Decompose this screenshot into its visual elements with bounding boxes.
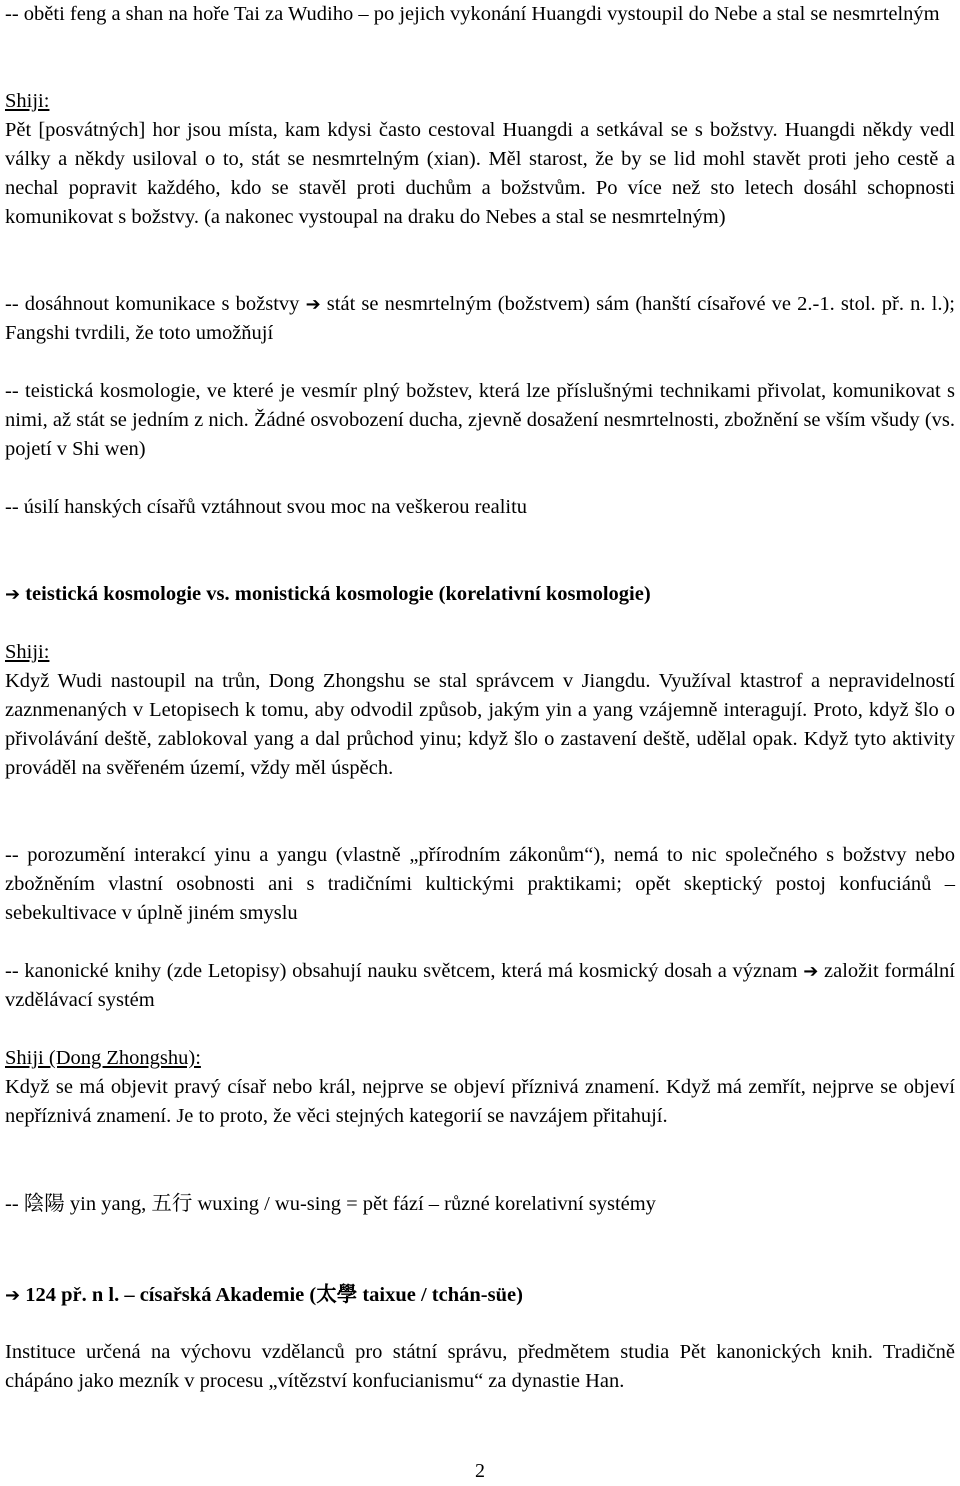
- source-label-shiji-2: [5, 638, 955, 667]
- quote-wudi-dong-zhongshu: [5, 667, 955, 783]
- paragraph-text: -- teistická kosmologie, ve které je vesmír plný božstev, která lze příslušnými technikami přivolat, komunikovat s nimi, až stát se jedním z nich. Žádné osvobození ducha, zjevně dosažení nesmrtelnosti, zbožnění se vším všudy (vs. pojetí v Shi wen): [5, 380, 955, 460]
- right-arrow-icon: ➔: [5, 1285, 21, 1306]
- paragraph-yin-yang-interaction: [5, 841, 955, 928]
- source-label-shiji-dong: [5, 1044, 955, 1073]
- text-part: wuxing / wu-sing = pět fází – různé korelativní systémy: [192, 1193, 656, 1215]
- right-arrow-icon: ➔: [803, 961, 819, 982]
- heading-text: taixue / tchán-süe): [357, 1284, 523, 1306]
- source-label: Shiji:: [5, 641, 50, 663]
- paragraph-text: -- porozumění interakcí yinu a yangu (vlastně „přírodním zákonům“), nemá to nic společného s božstvy nebo zbožněním vlastní osobnosti ani s tradičními kultickými praktikami; opět skeptický postoj konfuciánů – sebekultivace v úplně jiném smyslu: [5, 844, 955, 924]
- paragraph-communication: [5, 290, 955, 348]
- heading-academy: [5, 1280, 955, 1310]
- heading-cosmologies: [5, 580, 955, 609]
- text-part: -- kanonické knihy (zde Letopisy) obsahují nauku světcem, která má kosmický dosah a význam: [5, 960, 804, 982]
- text-part: yin yang,: [64, 1193, 152, 1215]
- source-label-shiji-1: [5, 87, 955, 116]
- paragraph-text: -- úsilí hanských císařů vztáhnout svou moc na veškerou realitu: [5, 496, 528, 518]
- text-part: stát se nesmrtelným (božstvem) sám (hanští císařové ve 2.-1. stol. př. n. l.); Fangshi tvrdili, že toto umožňují: [5, 293, 955, 344]
- cjk-term-wuxing: 五行: [151, 1191, 193, 1215]
- paragraph-yin-yang-wuxing: [5, 1189, 955, 1219]
- paragraph-canonical-books: [5, 957, 955, 1015]
- quote-five-mountains: [5, 116, 955, 232]
- paragraph-text: Instituce určená na výchovu vzdělanců pro státní správu, předmětem studia Pět kanonických knih. Tradičně chápáno jako mezník v procesu „vítězství konfucianismu“ za dynastie Han.: [5, 1341, 955, 1392]
- cjk-term-taixue: 太學: [316, 1282, 358, 1306]
- right-arrow-icon: ➔: [305, 294, 321, 315]
- source-label: Shiji:: [5, 90, 50, 112]
- paragraph-theistic-cosmology: [5, 377, 955, 464]
- quote-text: Když se má objevit pravý císař nebo král, nejprve se objeví příznivá znamení. Když má zemřít, nejprve se objeví nepříznivá znamení. Je to proto, že věci stejných kategorií se navzájem přitahují.: [5, 1076, 955, 1127]
- paragraph-text: -- oběti feng a shan na hoře Tai za Wudiho – po jejich vykonání Huangdi vystoupil do Nebe a stal se nesmrtelným: [5, 3, 940, 25]
- right-arrow-icon: ➔: [5, 584, 21, 605]
- quote-omens: [5, 1073, 955, 1131]
- text-part: založit formální vzdělávací systém: [5, 960, 955, 1011]
- quote-text: Pět [posvátných] hor jsou místa, kam kdysi často cestoval Huangdi a setkával se s božstvy. Huangdi někdy vedl války a někdy usiloval o to, stát se nesmrtelným (xian). Měl starost, že by se lid mohl stavět proti jeho cestě a nechal popravit každého, kdo se stavěl proti duchům a božstvům. Po více než sto letech dosáhl schopnosti komunikovat s božstvy. (a nakonec vystoupal na draku do Nebes a stal se nesmrtelným): [5, 119, 955, 228]
- heading-text: 124 př. n l. – císařská Akademie (: [20, 1284, 317, 1306]
- paragraph-institution: [5, 1338, 955, 1396]
- quote-text: Když Wudi nastoupil na trůn, Dong Zhongshu se stal správcem v Jiangdu. Využíval ktastrof a nepravidelností zaznmenaných v Letopisech k tomu, aby odvodil způsob, jakým yin a yang vzájemně interagují. Proto, když šlo o přivolávání deště, zablokoval yang a dal průchod yinu; když šlo o zastavení deště, udělal opak. Když tyto aktivity prováděl na svěřeném území, vždy měl úspěch.: [5, 670, 955, 779]
- heading-text: teistická kosmologie vs. monistická kosmologie (korelativní kosmologie): [20, 583, 651, 605]
- paragraph-feng-shan: [5, 0, 955, 29]
- cjk-term-yinyang: 陰陽: [23, 1191, 65, 1215]
- page-number: 2: [475, 1460, 485, 1482]
- paragraph-han-emperors: [5, 493, 955, 522]
- text-part: --: [5, 1193, 24, 1215]
- source-label: Shiji (Dong Zhongshu):: [5, 1047, 201, 1069]
- text-part: -- dosáhnout komunikace s božstvy: [5, 293, 306, 315]
